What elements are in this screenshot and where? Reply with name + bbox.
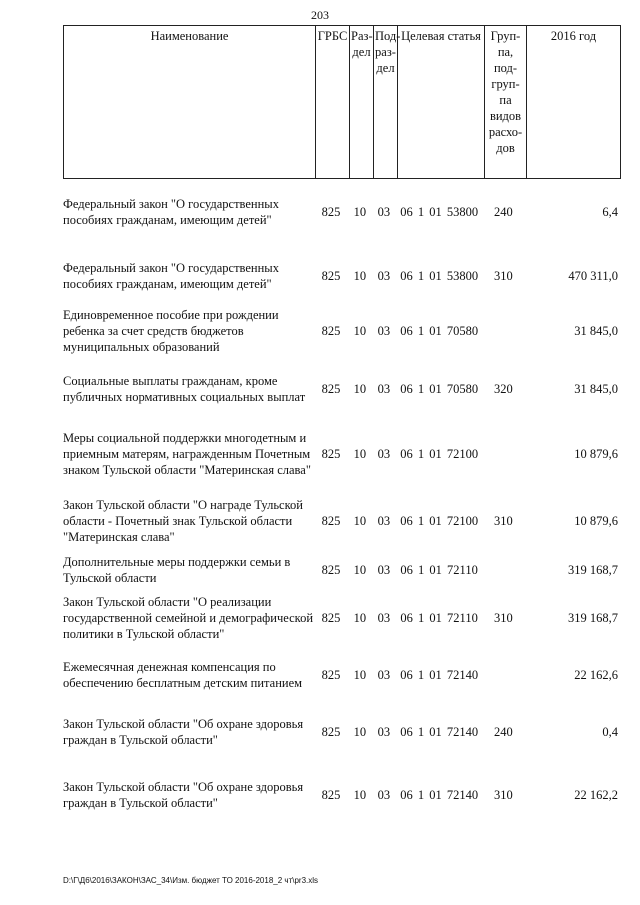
row-podrazdel: 03 xyxy=(377,611,391,625)
row-group: 310 xyxy=(494,788,513,802)
row-razdel: 10 xyxy=(353,611,367,625)
table-row xyxy=(63,495,620,547)
row-podrazdel: 03 xyxy=(377,563,391,577)
row-razdel: 10 xyxy=(353,447,367,461)
row-group: 310 xyxy=(494,269,513,283)
row-razdel: 10 xyxy=(353,725,367,739)
row-grbs: 825 xyxy=(321,205,341,219)
row-grbs: 825 xyxy=(321,611,341,625)
row-grbs: 825 xyxy=(321,514,341,528)
row-amount: 31 845,0 xyxy=(574,382,618,396)
header-grbs: ГРБС xyxy=(316,26,350,179)
row-amount: 22 162,6 xyxy=(574,668,618,682)
row-name: Ежемесячная денежная компенсация по обеспечению бесплатным детским питанием xyxy=(63,660,303,690)
row-target: 06 1 01 72110 xyxy=(400,611,478,625)
row-group: 320 xyxy=(494,382,513,396)
row-name: Закон Тульской области "Об охране здоровья граждан в Тульской области" xyxy=(63,780,304,810)
row-podrazdel: 03 xyxy=(377,788,391,802)
row-amount: 10 879,6 xyxy=(574,447,618,461)
row-name: Социальные выплаты гражданам, кроме публичных нормативных социальных выплат xyxy=(63,374,306,404)
row-name: Меры социальной поддержки многодетным и приемным матерям, награжденным Почетным знаком Тульской области "Материнская слава" xyxy=(63,431,311,477)
row-target: 06 1 01 70580 xyxy=(400,382,479,396)
row-podrazdel: 03 xyxy=(377,269,391,283)
row-podrazdel: 03 xyxy=(377,725,391,739)
row-amount: 22 162,2 xyxy=(574,788,618,802)
table-row xyxy=(63,657,620,693)
row-group: 310 xyxy=(494,514,513,528)
row-name: Закон Тульской области "Об охране здоровья граждан в Тульской области" xyxy=(63,717,304,747)
row-grbs: 825 xyxy=(321,324,341,338)
table-header xyxy=(63,25,621,179)
row-amount: 319 168,7 xyxy=(567,611,618,625)
header-year: 2016 год xyxy=(527,26,621,179)
row-razdel: 10 xyxy=(353,668,367,682)
table-row xyxy=(63,776,620,814)
row-grbs: 825 xyxy=(321,269,341,283)
row-target: 06 1 01 72100 xyxy=(400,514,479,528)
row-amount: 31 845,0 xyxy=(574,324,618,338)
row-group: 240 xyxy=(494,205,513,219)
row-name: Дополнительные меры поддержки семьи в Тульской области xyxy=(63,555,291,585)
row-amount: 0,4 xyxy=(602,725,618,739)
row-grbs: 825 xyxy=(321,725,341,739)
table-row xyxy=(63,364,620,414)
row-target: 06 1 01 72140 xyxy=(400,668,479,682)
row-name: Федеральный закон "О государственных пособиях гражданам, имеющим детей" xyxy=(63,261,279,291)
row-amount: 6,4 xyxy=(602,205,618,219)
row-target: 06 1 01 70580 xyxy=(400,324,479,338)
row-podrazdel: 03 xyxy=(377,382,391,396)
file-path-footer: D:\Г\Д6\2016\ЗАКОН\ЗАС_34\Изм. бюджет ТО 2016-2018_2 чт\pr3.xls xyxy=(63,876,319,885)
page-number: 203 xyxy=(311,8,329,22)
row-razdel: 10 xyxy=(353,563,367,577)
row-amount: 470 311,0 xyxy=(568,269,618,283)
row-grbs: 825 xyxy=(321,668,341,682)
row-name: Закон Тульской области "О награде Тульской области - Почетный знак Тульской области "Материнская слава" xyxy=(63,498,303,544)
table-row xyxy=(63,553,620,587)
row-name: Закон Тульской области "О реализации государственной семейной и демографической политики в Тульской области" xyxy=(63,595,314,641)
row-razdel: 10 xyxy=(353,382,367,396)
table-row xyxy=(63,585,620,651)
row-group: 240 xyxy=(494,725,513,739)
row-grbs: 825 xyxy=(321,382,341,396)
row-amount: 10 879,6 xyxy=(574,514,618,528)
row-target: 06 1 01 72140 xyxy=(400,788,479,802)
header-razdel: Раз-дел xyxy=(350,26,374,179)
row-podrazdel: 03 xyxy=(377,205,391,219)
row-target: 06 1 01 72100 xyxy=(400,447,479,461)
header-target: Целевая статья xyxy=(398,26,485,179)
row-target: 06 1 01 72140 xyxy=(400,725,479,739)
row-podrazdel: 03 xyxy=(377,324,391,338)
row-podrazdel: 03 xyxy=(377,668,391,682)
table-row xyxy=(63,193,620,231)
row-razdel: 10 xyxy=(353,514,367,528)
row-razdel: 10 xyxy=(353,324,367,338)
row-razdel: 10 xyxy=(353,269,367,283)
row-amount: 319 168,7 xyxy=(567,563,618,577)
row-podrazdel: 03 xyxy=(377,447,391,461)
row-podrazdel: 03 xyxy=(377,514,391,528)
table-row xyxy=(63,421,620,487)
row-name: Единовременное пособие при рождении ребенка за счет средств бюджетов муниципальных образований xyxy=(63,308,279,354)
table-row xyxy=(63,257,620,295)
header-podrazdel: Под-раз-дел xyxy=(374,26,398,179)
row-razdel: 10 xyxy=(353,205,367,219)
row-group: 310 xyxy=(494,611,513,625)
row-name: Федеральный закон "О государственных пособиях гражданам, имеющим детей" xyxy=(63,197,279,227)
row-grbs: 825 xyxy=(321,563,341,577)
table-row xyxy=(63,713,620,751)
row-target: 06 1 01 53800 xyxy=(400,269,479,283)
row-grbs: 825 xyxy=(321,447,341,461)
row-razdel: 10 xyxy=(353,788,367,802)
row-grbs: 825 xyxy=(321,788,341,802)
row-target: 06 1 01 72110 xyxy=(400,563,478,577)
header-name: Наименование xyxy=(64,26,316,179)
header-group: Груп-па, под-груп-па видов расхо-дов xyxy=(485,26,527,179)
row-target: 06 1 01 53800 xyxy=(400,205,479,219)
table-row xyxy=(63,305,620,357)
